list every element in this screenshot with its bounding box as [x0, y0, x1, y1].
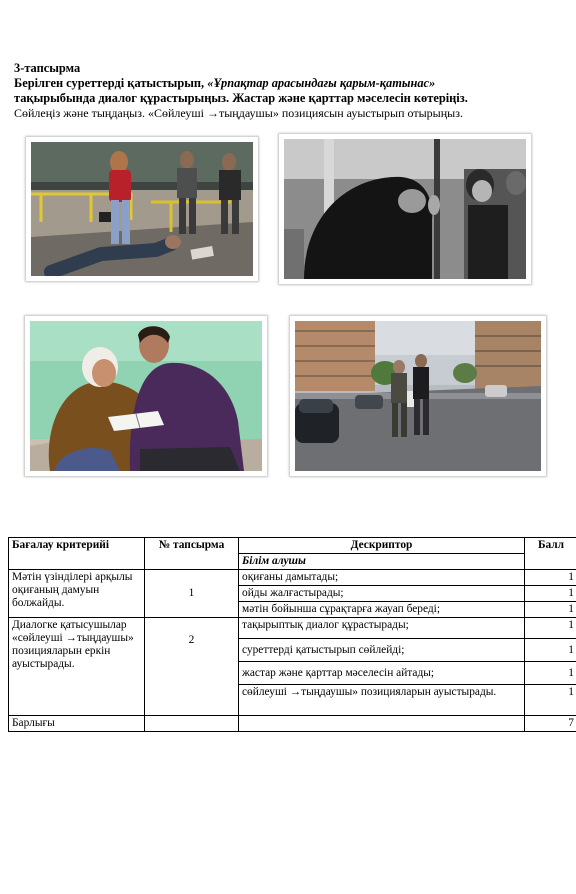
score-cell: 1: [525, 618, 576, 639]
task-instruction-line1: Берілген суреттерді қатыстырып, «Ұрпақтар арасындағы қарым-қатынас»: [14, 76, 436, 90]
assessment-table: [8, 537, 576, 732]
score-cell: 1: [525, 602, 576, 618]
task-no-cell: 2: [145, 618, 239, 716]
photo-crossing-street-image: [295, 321, 541, 471]
table-row: [9, 618, 576, 639]
criterion-cell: Мәтін үзінділері арқылы оқиғаның дамуын болжайды.: [9, 570, 145, 618]
header-descriptor-sub: Білім алушы: [239, 554, 525, 570]
descriptor-cell: жастар және қарттар мәселесін айтады;: [239, 662, 525, 685]
descriptor-cell: суреттерді қатыстырып сөйлейді;: [239, 639, 525, 662]
descriptor-cell: тақырыптық диалог құрастырады;: [239, 618, 525, 639]
photo-bus-elderly-woman-image: [284, 139, 526, 279]
task-instruction-line2: тақырыбында диалог құрастырыңыз. Жастар және қарттар мәселесін көтеріңіз.: [14, 91, 468, 105]
photo-grandmother-reading-image: [30, 321, 262, 471]
descriptor-cell: оқиғаны дамытады;: [239, 570, 525, 586]
total-empty-descriptor: [239, 716, 525, 732]
photo-crossing-street: [290, 316, 546, 476]
header-task-no: № тапсырма: [145, 538, 239, 570]
score-cell: 1: [525, 639, 576, 662]
score-cell: 1: [525, 662, 576, 685]
task-no-cell: 1: [145, 570, 239, 618]
score-cell: 1: [525, 570, 576, 586]
photo-street-fallen-man-image: [31, 142, 253, 276]
total-empty-task: [145, 716, 239, 732]
table-row: [9, 570, 576, 586]
header-criteria: Бағалау критерийі: [9, 538, 145, 570]
score-cell: 1: [525, 685, 576, 716]
header-descriptor: Дескриптор: [239, 538, 525, 554]
table-total-row: [9, 716, 576, 732]
task-header: [14, 61, 570, 121]
photo-grandmother-reading: [25, 316, 267, 476]
score-cell: 1: [525, 586, 576, 602]
header-score: Балл: [525, 538, 576, 570]
descriptor-cell: ойды жалғастырады;: [239, 586, 525, 602]
descriptor-cell: мәтін бойынша сұрақтарға жауап береді;: [239, 602, 525, 618]
total-score: 7: [525, 716, 576, 732]
task-topic: «Ұрпақтар арасындағы қарым-қатынас»: [207, 76, 436, 90]
criterion-cell: Диалогке қатысушылар «сөйлеуші →тыңдаушы» позицияларын еркін ауыстырады.: [9, 618, 145, 716]
task-title: 3-тапсырма: [14, 61, 81, 75]
total-label: Барлығы: [9, 716, 145, 732]
task-instruction-line3: Сөйлеңіз және тыңдаңыз. «Сөйлеуші →тыңдаушы» позициясын ауыстырып отырыңыз.: [14, 106, 463, 120]
photo-bus-elderly-woman: [279, 134, 531, 284]
photo-street-fallen-man: [26, 137, 258, 281]
table-header-row: [9, 538, 576, 554]
descriptor-cell: сөйлеуші →тыңдаушы» позицияларын ауыстырады.: [239, 685, 525, 716]
